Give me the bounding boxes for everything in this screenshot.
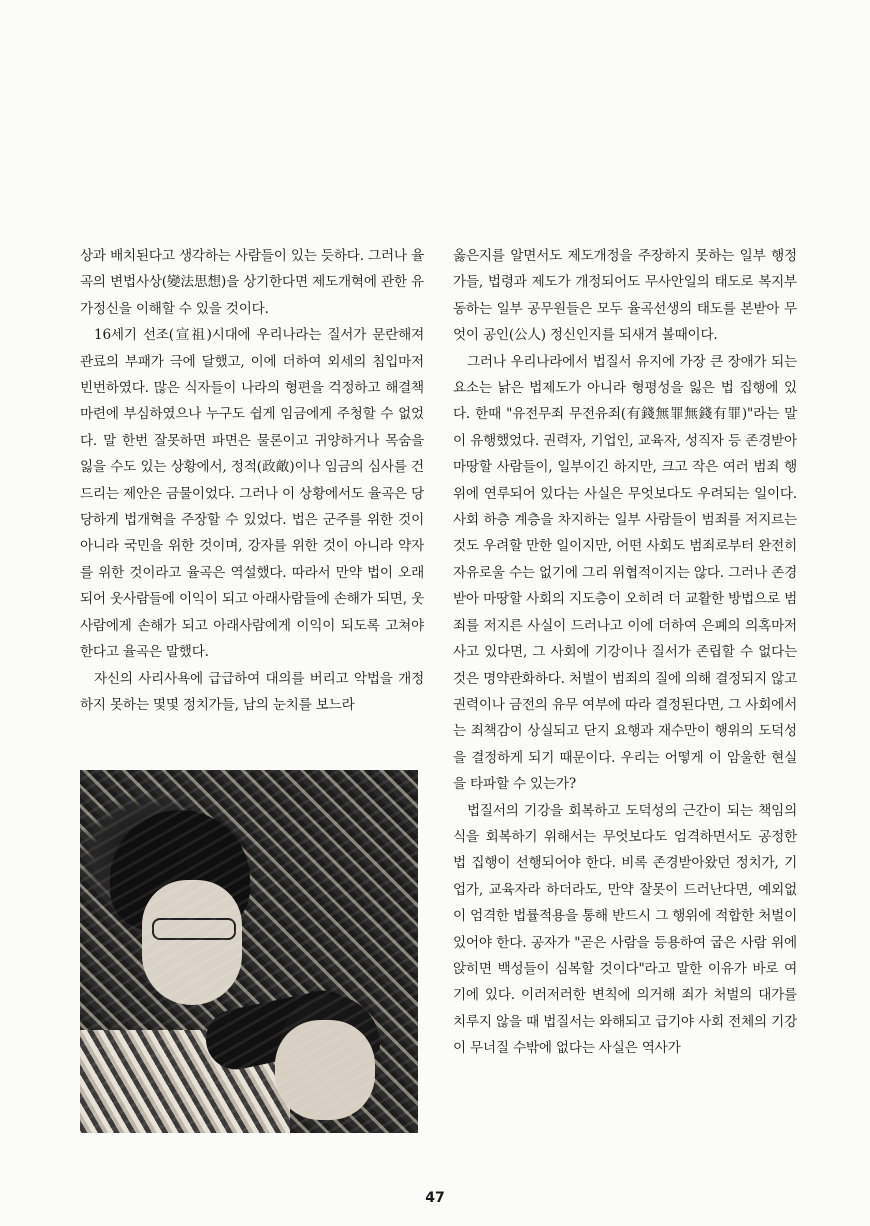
left-column <box>80 243 424 718</box>
paragraph: 옳은지를 알면서도 제도개정을 주장하지 못하는 일부 행정가들, 법령과 제도가 개정되어도 무사안일의 태도로 복지부동하는 일부 공무원들은 모두 율곡선생의 태도를 본받아 무엇이 공인(公人) 정신인지를 되새겨 볼때이다. <box>453 248 797 344</box>
paragraph: 상과 배치된다고 생각하는 사람들이 있는 듯하다. 그러나 율곡의 변법사상(變法思想)을 상기한다면 제도개혁에 관한 유가정신을 이해할 수 있을 것이다. <box>80 248 424 317</box>
photograph <box>80 770 418 1133</box>
right-column <box>453 243 797 1062</box>
paragraph: 법질서의 기강을 회복하고 도덕성의 근간이 되는 책임의식을 회복하기 위해서는 무엇보다도 엄격하면서도 공정한 법 집행이 선행되어야 한다. 비록 존경받아왔던 정치가, 기업가, 교육자라 하더라도, 만약 잘못이 드러난다면, 예외없이 엄격한 법률적용을 통해 반드시 그 행위에 적합한 처벌이 있어야 한다. 공자가 "곧은 사람을 등용하여 굽은 사람 위에 앉히면 백성들이 심복할 것이다"라고 말한 이유가 바로 여기에 있다. 이러저러한 변칙에 의거해 죄가 처벌의 대가를 치루지 않을 때 법질서는 와해되고 급기야 사회 전체의 기강이 무너질 수밖에 없다는 사실은 역사가 <box>453 802 797 1057</box>
paragraph: 그러나 우리나라에서 법질서 유지에 가장 큰 장애가 되는 요소는 낡은 법제도가 아니라 형평성을 잃은 법 집행에 있다. 한때 "유전무죄 무전유죄(有錢無罪無錢有罪)"라는 말이 유행했었다. 권력자, 기업인, 교육자, 성직자 등 존경받아 마땅할 사람들이, 일부이긴 하지만, 크고 작은 여러 범죄 행위에 연루되어 있다는 사실은 무엇보다도 우려되는 일이다. 사회 하층 계층을 차지하는 일부 사람들이 범죄를 저지르는 것도 우려할 만한 일이지만, 어떤 사회도 범죄로부터 완전히 자유로울 수는 없기에 그리 위협적이지는 않다. 그러나 존경받아 마땅할 사회의 지도층이 오히려 더 교활한 방법으로 범죄를 저지른 사실이 드러나고 이에 더하여 은폐의 의혹마저 사고 있다면, 그 사회에 기강이나 질서가 존립할 수 없다는 것은 명약관화하다. 처벌이 범죄의 질에 의해 결정되지 않고 권력이나 금전의 유무 여부에 따라 결정된다면, 그 사회에서는 죄책감이 상실되고 단지 요행과 재수만이 행위의 도덕성을 결정하게 되기 때문이다. 우리는 어떻게 이 암울한 현실을 타파할 수 있는가? <box>453 353 797 793</box>
page-number: 47 <box>425 1190 445 1206</box>
paragraph: 16세기 선조(宣祖)시대에 우리나라는 질서가 문란해져 관료의 부패가 극에 달했고, 이에 더하여 외세의 침입마저 빈번하였다. 많은 식자들이 나라의 형편을 걱정하고 해결책 마련에 부심하였으나 누구도 쉽게 임금에게 주청할 수 없었다. 말 한번 잘못하면 파면은 물론이고 귀양하거나 목숨을 잃을 수도 있는 상황에서, 정적(政敵)이나 임금의 심사를 건드리는 제안은 금물이었다. 그러나 이 상황에서도 율곡은 당당하게 법개혁을 주장할 수 있었다. 법은 군주를 위한 것이 아니라 국민을 위한 것이며, 강자를 위한 것이 아니라 약자를 위한 것이라고 율곡은 역설했다. 따라서 만약 법이 오래되어 웃사람들에 이익이 되고 아래사람들에 손해가 되면, 웃사람에게 손해가 되고 아래사람에게 이익이 되도록 고쳐야 한다고 율곡은 말했다. <box>80 327 424 661</box>
paragraph: 자신의 사리사욕에 급급하여 대의를 버리고 악법을 개정하지 못하는 몇몇 정치가들, 남의 눈치를 보느라 <box>80 670 424 713</box>
